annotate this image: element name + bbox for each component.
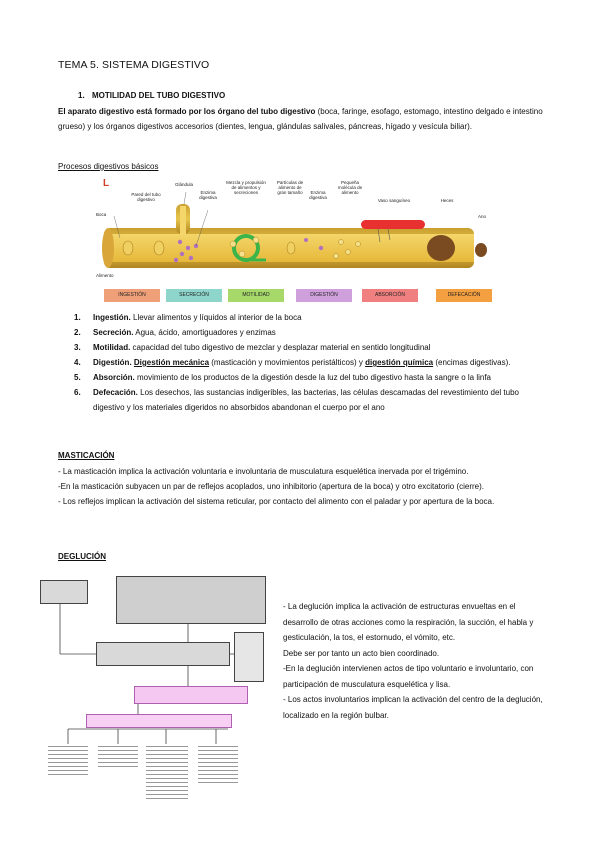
flow-leaf (198, 746, 238, 784)
deglucion-line: Debe ser por tanto un acto bien coordinado. (283, 648, 440, 658)
list-item (58, 370, 548, 385)
page-title: TEMA 5. SISTEMA DIGESTIVO (58, 59, 210, 71)
deglucion-line: - La deglución implica la activación de estructuras envueltas en el desarrollo de otras acciones como la respiración, la succión, el habla y gesticulación, la tos, el estornudo, el vómito, etc. (283, 602, 534, 642)
list-term: Ingestión. (93, 313, 131, 322)
label-boca: Boca (96, 212, 107, 217)
label-particulas: Partículas de alimento de gran tamaño (276, 180, 304, 195)
list-term: Motilidad. (93, 343, 131, 352)
deglucion-heading: DEGLUCIÓN (58, 552, 106, 561)
list-text: (encimas digestivas). (433, 358, 511, 367)
label-alimento: Alimento (96, 273, 114, 278)
list-item (58, 340, 548, 355)
flow-box (40, 580, 88, 604)
deglucion-line: - Los actos involuntarios implican la activación del centro de la deglución, localizado en la región bulbar. (283, 695, 543, 720)
list-text: Llevar alimentos y líquidos al interior de la boca (130, 313, 302, 322)
label-heces: Heces (440, 198, 454, 203)
procesos-list (58, 310, 548, 415)
list-underlined-term: digestión química (365, 358, 434, 367)
list-underlined-term: Digestión mecánica (133, 358, 210, 367)
deglucion-flowchart (38, 574, 278, 842)
list-number: 1. (74, 313, 81, 322)
list-term: Absorción. (93, 373, 135, 382)
flow-box (234, 632, 264, 682)
list-number: 4. (74, 358, 81, 367)
flow-box (86, 714, 232, 728)
diagram-marker: L (103, 178, 110, 189)
flow-box (134, 686, 248, 704)
intro-bold: El aparato digestivo está formado por los órgano del tubo digestivo (58, 107, 316, 116)
list-text: Los desechos, las sustancias indigeribles, las bacterias, las células descamadas del revestimiento del tubo digestivo y los materiales digeridos no absorbidos abandonan el cuerpo por el ano (93, 388, 519, 412)
label-pared: Pared del tubo digestivo (131, 192, 161, 202)
stage-digestion: DIGESTIÓN (296, 289, 352, 302)
label-glandula: Glándula (174, 182, 193, 187)
section-number: 1. (78, 91, 85, 100)
masticacion-line: -En la masticación subyacen un par de reflejos acoplados, uno inhibitorio (apertura de la boca) y otro excitatorio (cierre). (58, 482, 484, 491)
intro-rest: (boca, faringe, esofago, estomago, intestino delgado e intestino grueso) y los órganos digestivos accesorios (dientes, lengua, glándulas salivales, páncreas, hígado y vesícula biliar). (58, 107, 543, 131)
list-term: Secreción. (93, 328, 134, 337)
list-item (58, 385, 548, 415)
label-ano: Ano (477, 214, 486, 219)
list-number: 3. (74, 343, 81, 352)
masticacion-heading: MASTICACIÓN (58, 451, 115, 460)
list-text: movimiento de los productos de la digestión desde la luz del tubo digestivo hasta la sangre o la linfa (134, 373, 491, 382)
intro-paragraph (58, 104, 544, 134)
flow-leaf (98, 746, 138, 770)
masticacion-text (58, 464, 544, 509)
list-term: Defecación. (93, 388, 138, 397)
digestive-process-diagram (96, 176, 496, 304)
label-vaso: Vaso sanguíneo (377, 198, 411, 203)
list-text: Agua, ácido, amortiguadores y enzimas (133, 328, 276, 337)
list-number: 2. (74, 328, 81, 337)
list-item (58, 310, 548, 325)
stage-secrecion: SECRECIÓN (166, 289, 222, 302)
label-mezcla: Mezcla y propulsión de alimentos y secreciones (226, 180, 266, 195)
stage-absorcion: ABSORCIÓN (362, 289, 418, 302)
list-term: Digestión. (93, 358, 132, 367)
stage-motilidad: MOTILIDAD (228, 289, 284, 302)
list-number: 6. (74, 388, 81, 397)
masticacion-line: - La masticación implica la activación voluntaria e involuntaria de musculatura esquelética inervada por el trigémino. (58, 467, 469, 476)
list-item (58, 355, 548, 370)
label-enzima: Enzima digestiva (199, 190, 217, 200)
flow-box (96, 642, 230, 666)
procesos-heading: Procesos digestivos básicos (58, 162, 159, 171)
list-number: 5. (74, 373, 81, 382)
label-pequena-molecula: Pequeña molécula de alimento (337, 180, 363, 195)
list-item (58, 325, 548, 340)
deglucion-line: -En la deglución intervienen actos de tipo voluntario e involuntario, con participación de musculatura esquelética y lisa. (283, 664, 534, 689)
list-text: (masticación y movimientos peristálticos) y (209, 358, 366, 367)
list-text: capacidad del tubo digestivo de mezclar y desplazar material en sentido longitudinal (130, 343, 431, 352)
stage-ingestion: INGESTIÓN (104, 289, 160, 302)
section-heading-motilidad (78, 91, 225, 100)
flow-box (116, 576, 266, 624)
masticacion-line: - Los reflejos implican la activación del sistema reticular, por contacto del alimento con el paladar y por apertura de la boca. (58, 497, 495, 506)
flow-leaf (146, 746, 188, 802)
deglucion-text (283, 599, 545, 723)
flow-leaf (48, 746, 88, 778)
section-heading-text: MOTILIDAD DEL TUBO DIGESTIVO (92, 91, 226, 100)
label-enzima-2: Enzima digestiva (309, 190, 327, 200)
stage-defecacion: DEFECACIÓN (436, 289, 492, 302)
